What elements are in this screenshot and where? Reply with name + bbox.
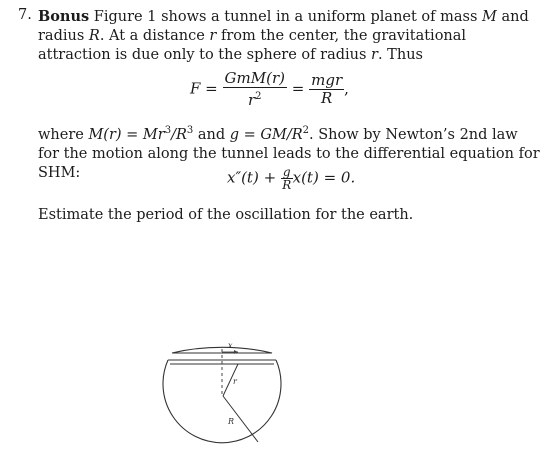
problem-intro: Bonus Figure 1 shows a tunnel in a uniform planet of mass M and radius R. At a distance r from the center, the gravitational attraction is due only to the sphere of radius r. Thus: [38, 8, 529, 63]
task-text: Estimate the period of the oscillation for the earth.: [38, 207, 414, 223]
where-paragraph: where $M(r) = Mr^3/R^3$ and $g = GM/R^2$. Show by Newton’s 2nd law for the motion along the tunnel leads to the differential equation for SHM:: [38, 125, 540, 181]
shm-equation: x″(t) + $\frac{g}{R}$ x(t) = 0.: [227, 165, 356, 192]
problem-heading: Bonus: [38, 8, 90, 25]
planet-circle: [163, 360, 281, 443]
force-fraction-2: $\frac{\text{mgr}}{R}$: [311, 71, 343, 107]
label-x: x: [228, 341, 233, 350]
label-R: R: [228, 417, 235, 426]
force-fraction-1: $\frac{\text{GmM(r)}}{r^2}$: [224, 69, 285, 109]
shm-fraction: $\frac{g}{R}$: [282, 165, 292, 192]
label-r: r: [233, 377, 237, 386]
force-equation: F = $\frac{\text{GmM(r)}}{r^2}$ = $\frac{\text{mgr}}{R}$ ,: [190, 69, 349, 109]
problem-number: 7.: [18, 7, 32, 23]
